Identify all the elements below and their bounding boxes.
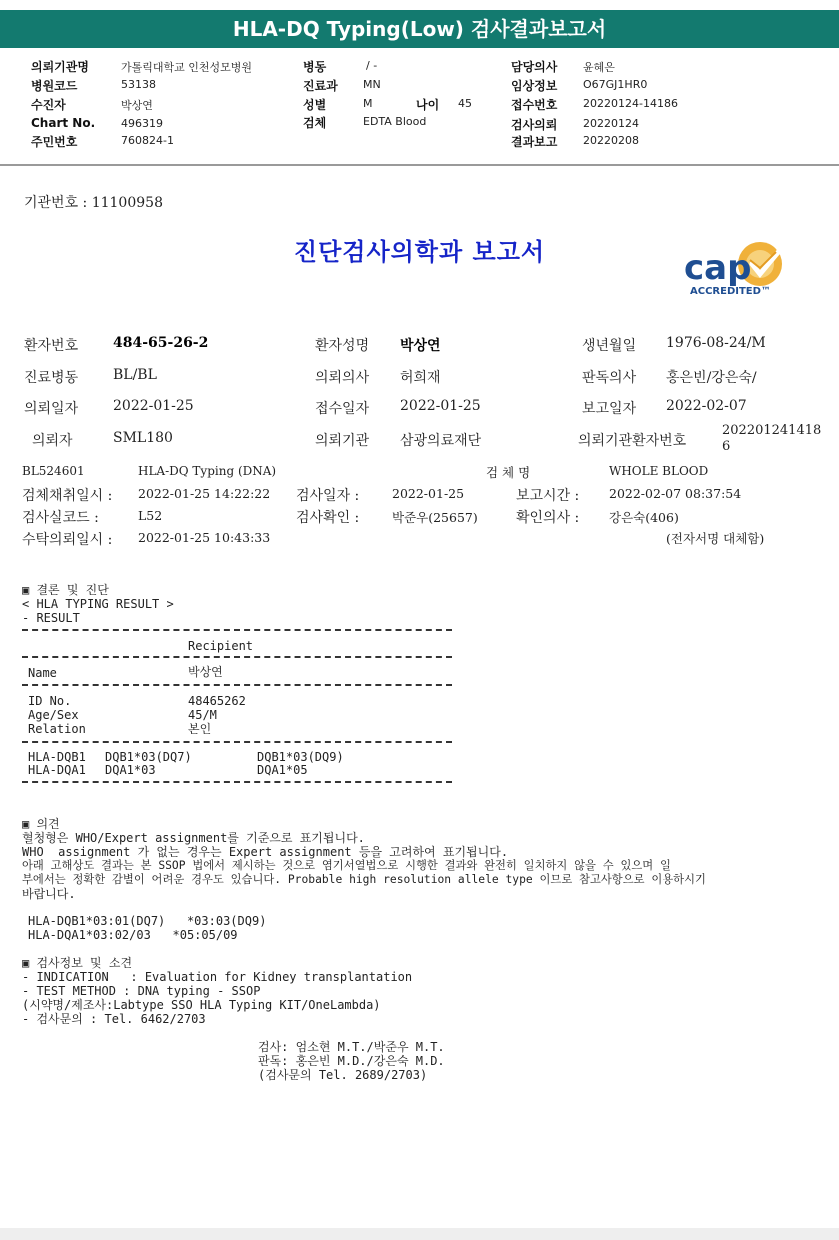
- label-ward: 병동: [303, 60, 327, 74]
- divider: [22, 781, 452, 783]
- info-line: - INDICATION : Evaluation for Kidney transplantation: [22, 970, 413, 984]
- value-treatment-ward: BL/BL: [113, 367, 157, 383]
- value-requesting-doctor: 허희재: [400, 370, 441, 386]
- value-resident-no: 760824-1: [121, 134, 174, 147]
- value-id-no: 48465262: [188, 694, 246, 708]
- allele-dqb1-1: DQB1*03(DQ7): [105, 750, 192, 764]
- label-clinical-info: 임상정보: [511, 79, 558, 93]
- label-result-report: 결과보고: [511, 135, 558, 149]
- opinion-title: ▣ 의견: [22, 817, 60, 831]
- recipient-header: Recipient: [188, 639, 254, 653]
- value-consign-time: 2022-01-25 10:43:33: [138, 530, 271, 545]
- opinion-line: 아래 고해상도 결과는 본 SSOP 법에서 제시하는 것으로 염기서열법으로 시행한 결과와 완전히 일치하지 않을 수 있으며 일: [22, 859, 671, 872]
- signature-line: 판독: 홍은빈 M.D./강은숙 M.D.: [258, 1054, 445, 1068]
- divider: [22, 741, 452, 743]
- label-test-date: 검사일자 :: [296, 488, 360, 504]
- label-lab-code: 검사실코드 :: [22, 510, 99, 526]
- test-name: HLA-DQ Typing (DNA): [138, 464, 277, 478]
- label-patient-name: 환자성명: [315, 338, 370, 354]
- label-consign-time: 수탁의뢰일시 :: [22, 532, 113, 548]
- result-label: - RESULT: [22, 611, 80, 625]
- label-hospital-code: 병원코드: [31, 79, 78, 93]
- allele-dqa1-2: DQA1*05: [257, 763, 308, 777]
- divider: [22, 656, 452, 658]
- allele-dqa1-1: DQA1*03: [105, 763, 156, 777]
- value-clinical-info: O67GJ1HR0: [583, 78, 648, 91]
- value-receipt-date: 2022-01-25: [400, 398, 481, 414]
- page-footer-bar: [0, 1228, 839, 1240]
- value-collected-time: 2022-01-25 14:22:22: [138, 486, 271, 501]
- opinion-line: WHO assignment 가 없는 경우는 Expert assignment 등을 고려하여 표기됩니다.: [22, 845, 509, 859]
- value-lab-code: L52: [138, 508, 163, 523]
- value-patient-number: 484-65-26-2: [113, 335, 209, 351]
- value-request-date: 2022-01-25: [113, 398, 194, 414]
- value-requesting-org: 삼광의료재단: [400, 433, 482, 449]
- value-birth-date: 1976-08-24/M: [666, 335, 766, 351]
- value-confirm-doctor: 강은숙(406): [609, 510, 679, 525]
- label-requester: 의뢰자: [32, 433, 73, 449]
- label-requesting-org: 의뢰기관: [315, 433, 370, 449]
- value-hospital-code: 53138: [121, 78, 156, 91]
- value-org-patient-number: 202201241418: [722, 423, 822, 438]
- label-patient-number: 환자번호: [24, 338, 79, 354]
- value-age: 45: [458, 97, 472, 110]
- report-title: 진단검사의학과 보고서: [293, 237, 546, 266]
- label-report-date: 보고일자: [582, 401, 637, 417]
- info-line: - 검사문의 : Tel. 6462/2703: [22, 1012, 206, 1026]
- label-name: Name: [28, 666, 57, 680]
- value-report-time: 2022-02-07 08:37:54: [609, 486, 742, 501]
- divider: [22, 684, 452, 686]
- label-specimen: 검체: [303, 116, 327, 130]
- label-relation: Relation: [28, 722, 86, 736]
- value-specimen-name: WHOLE BLOOD: [609, 464, 709, 478]
- opinion-line: 혈청형은 WHO/Expert assignment를 기준으로 표기됩니다.: [22, 831, 365, 845]
- label-test-confirm: 검사확인 :: [296, 510, 360, 526]
- value-requester: SML180: [113, 430, 173, 446]
- label-resident-no: 주민번호: [31, 135, 78, 149]
- label-birth-date: 생년월일: [582, 338, 637, 354]
- label-accession-no: 접수번호: [511, 98, 558, 112]
- label-treatment-ward: 진료병동: [24, 370, 79, 386]
- esign-note: (전자서명 대체함): [666, 531, 765, 546]
- value-reading-doctor: 홍은빈/강은숙/: [666, 370, 757, 386]
- label-requesting-doctor: 의뢰의사: [315, 370, 370, 386]
- info-line: (시약명/제조사:Labtype SSO HLA Typing KIT/OneLambda): [22, 998, 381, 1012]
- value-ward: / -: [366, 59, 378, 72]
- label-sex: 성별: [303, 98, 327, 112]
- value-requesting-institution: 가톨릭대학교 인천성모병원: [121, 61, 253, 74]
- report-title-bar: HLA-DQ Typing(Low) 검사결과보고서: [0, 10, 839, 48]
- value-patient-name: 박상연: [400, 338, 441, 354]
- info-line: - TEST METHOD : DNA typing - SSOP: [22, 984, 261, 998]
- header-info: [0, 52, 839, 166]
- label-age: 나이: [416, 98, 440, 112]
- value-specimen: EDTA Blood: [363, 115, 427, 128]
- label-receipt-date: 접수일자: [315, 401, 370, 417]
- opinion-line: 바랍니다.: [22, 887, 76, 901]
- info-title: ▣ 검사정보 및 소견: [22, 956, 133, 970]
- value-report-date: 2022-02-07: [666, 398, 747, 414]
- allele-dqb1-2: DQB1*03(DQ9): [257, 750, 344, 764]
- label-report-time: 보고시간 :: [516, 488, 580, 504]
- svg-text:ACCREDITED™: ACCREDITED™: [690, 286, 771, 297]
- value-accession-no: 20220124-14186: [583, 97, 678, 110]
- value-attending-doctor: 윤혜은: [583, 61, 615, 74]
- label-requesting-institution: 의뢰기관명: [31, 60, 89, 74]
- value-test-request: 20220124: [583, 117, 639, 130]
- test-code: BL524601: [22, 464, 85, 478]
- opinion-line: 부에서는 정확한 감별이 어려운 경우도 있습니다. Probable high resolution allele type 이므로 참고사항으로 이용하시기: [22, 873, 706, 886]
- label-org-patient-number: 의뢰기관환자번호: [578, 433, 687, 449]
- label-patient: 수진자: [31, 98, 66, 112]
- locus-dqb1: HLA-DQB1: [28, 750, 86, 764]
- opinion-allele: HLA-DQB1*03:01(DQ7) *03:03(DQ9): [28, 914, 267, 928]
- label-test-request: 검사의뢰: [511, 118, 558, 132]
- label-specimen-name: 검 체 명: [486, 465, 531, 480]
- value-chart-no: 496319: [121, 117, 163, 130]
- label-confirm-doctor: 확인의사 :: [516, 510, 580, 526]
- signature-line: 검사: 엄소현 M.T./박준우 M.T.: [258, 1040, 445, 1054]
- value-result-report: 20220208: [583, 134, 639, 147]
- result-section-title: ▣ 결론 및 진단: [22, 583, 109, 597]
- label-request-date: 의뢰일자: [24, 401, 79, 417]
- value-age-sex: 45/M: [188, 708, 217, 722]
- cap-logo-icon: [676, 238, 804, 304]
- result-subtitle: < HLA TYPING RESULT >: [22, 597, 174, 611]
- opinion-allele: HLA-DQA1*03:02/03 *05:05/09: [28, 928, 238, 942]
- value-org-patient-number-cont: 6: [722, 439, 731, 454]
- value-name: 박상연: [188, 665, 223, 679]
- value-sex: M: [363, 97, 373, 110]
- institution-number: 기관번호 : 11100958: [24, 195, 163, 211]
- label-department: 진료과: [303, 79, 338, 93]
- cap-accredited-logo: [676, 238, 804, 304]
- signature-line: (검사문의 Tel. 2689/2703): [258, 1068, 428, 1082]
- svg-text:cap: cap: [684, 248, 752, 288]
- value-test-date: 2022-01-25: [392, 486, 465, 501]
- label-collected-time: 검체채취일시 :: [22, 488, 113, 504]
- label-reading-doctor: 판독의사: [582, 370, 637, 386]
- value-relation: 본인: [188, 722, 212, 736]
- label-attending-doctor: 담당의사: [511, 60, 558, 74]
- value-test-confirm: 박준우(25657): [392, 510, 478, 525]
- locus-dqa1: HLA-DQA1: [28, 763, 86, 777]
- label-chart-no: Chart No.: [31, 116, 96, 130]
- divider: [22, 629, 452, 631]
- label-age-sex: Age/Sex: [28, 708, 79, 722]
- value-patient: 박상연: [121, 99, 153, 112]
- value-department: MN: [363, 78, 381, 91]
- label-id-no: ID No.: [28, 694, 72, 708]
